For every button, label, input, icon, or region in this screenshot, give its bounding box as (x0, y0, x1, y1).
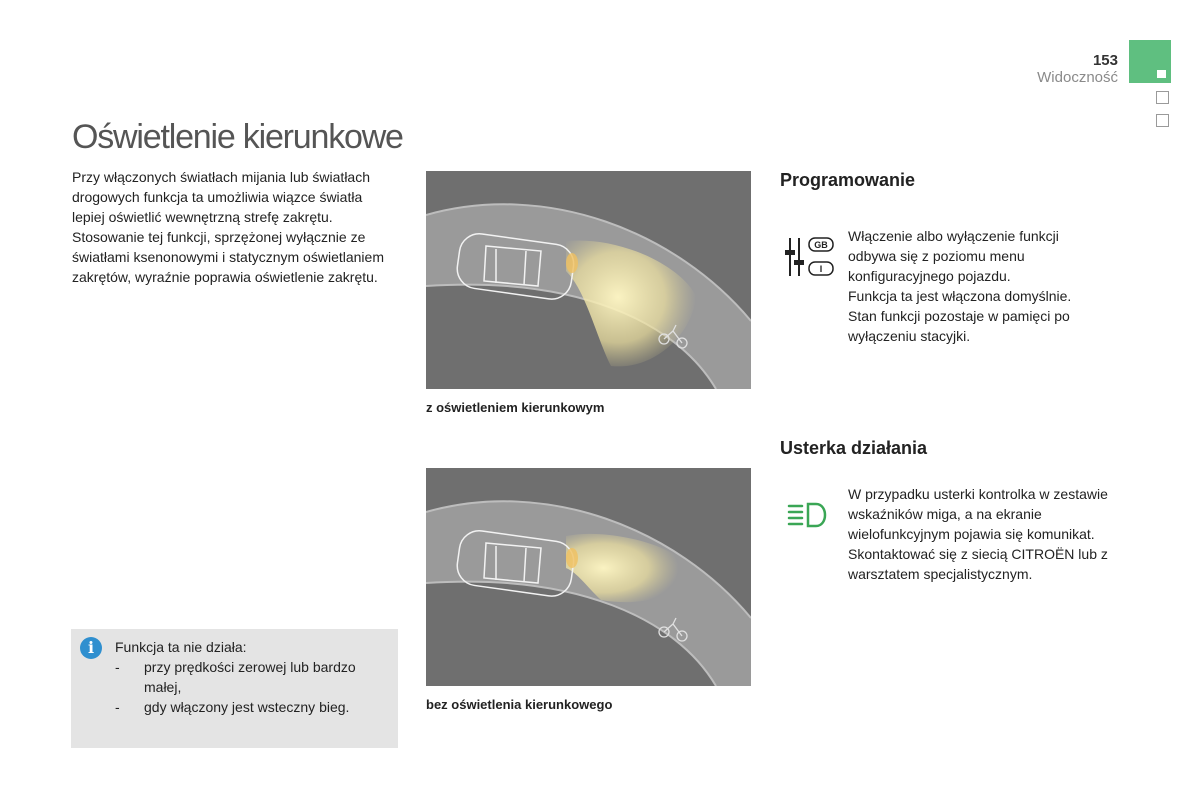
section-tab-box (1156, 91, 1169, 104)
info-intro: Funkcja ta nie działa: (115, 639, 247, 655)
fault-paragraph: W przypadku usterki kontrolka w zestawie wskaźników miga, a na ekranie wielofunkcyjnym pojawia się komunikat. (848, 486, 1108, 542)
programming-paragraph: Włączenie albo wyłączenie funkcji odbywa się z poziomu menu konfiguracyjnego pojazdu. (848, 228, 1059, 284)
fault-text (848, 484, 1110, 584)
programming-paragraph: Funkcja ta jest włączona domyślnie. (848, 288, 1072, 304)
list-item (115, 697, 385, 717)
headlamp-warning-icon-graphic (786, 501, 830, 529)
settings-menu-icon (783, 236, 835, 278)
fault-paragraph: Skontaktować się z siecią CITROËN lub z warsztatem specjalistycznym. (848, 546, 1108, 582)
illustration-with-directional-lighting (426, 171, 751, 389)
settings-menu-icon-graphic (783, 236, 835, 278)
illustration-without-directional-lighting (426, 468, 751, 686)
section-name: Widoczność (1037, 69, 1118, 86)
page-number: 153 (1092, 52, 1118, 69)
section-tab-box (1156, 114, 1169, 127)
headlamp-warning-icon (786, 501, 830, 529)
info-icon: i (80, 637, 102, 659)
section-heading-fault: Usterka działania (780, 438, 928, 458)
list-bullet: - (115, 699, 120, 715)
info-list (115, 657, 385, 717)
list-item-text: gdy włączony jest wsteczny bieg. (144, 699, 350, 715)
section-heading-programming: Programowanie (780, 170, 916, 190)
list-item-text: przy prędkości zerowej lub bardzo małej, (144, 659, 356, 695)
intro-paragraph: Przy włączonych światłach mijania lub światłach drogowych funkcja ta umożliwia wiązce światła lepiej oświetlić wewnętrzną strefę zakrętu. (72, 169, 371, 225)
section-tab-active (1129, 40, 1171, 83)
road-illustration (426, 468, 751, 686)
tab-marker (1157, 70, 1166, 78)
figure-caption: z oświetleniem kierunkowym (426, 400, 605, 415)
programming-text (848, 226, 1110, 346)
intro-paragraph: Stosowanie tej funkcji, sprzężonej wyłącznie ze światłami ksenonowymi i statycznym oświetlaniem zakrętów, wyraźnie poprawia oświetlenie zakrętu. (72, 229, 384, 285)
figure-caption: bez oświetlenia kierunkowego (426, 697, 613, 712)
list-item (115, 657, 385, 697)
road-illustration (426, 171, 751, 389)
intro-text (72, 167, 392, 287)
page-title: Oświetlenie kierunkowe (72, 118, 403, 156)
icon-label: GB (814, 240, 828, 250)
list-bullet: - (115, 659, 120, 675)
icon-label: I (819, 264, 823, 274)
programming-paragraph: Stan funkcji pozostaje w pamięci po wyłączeniu stacyjki. (848, 308, 1070, 344)
info-box (71, 629, 398, 748)
